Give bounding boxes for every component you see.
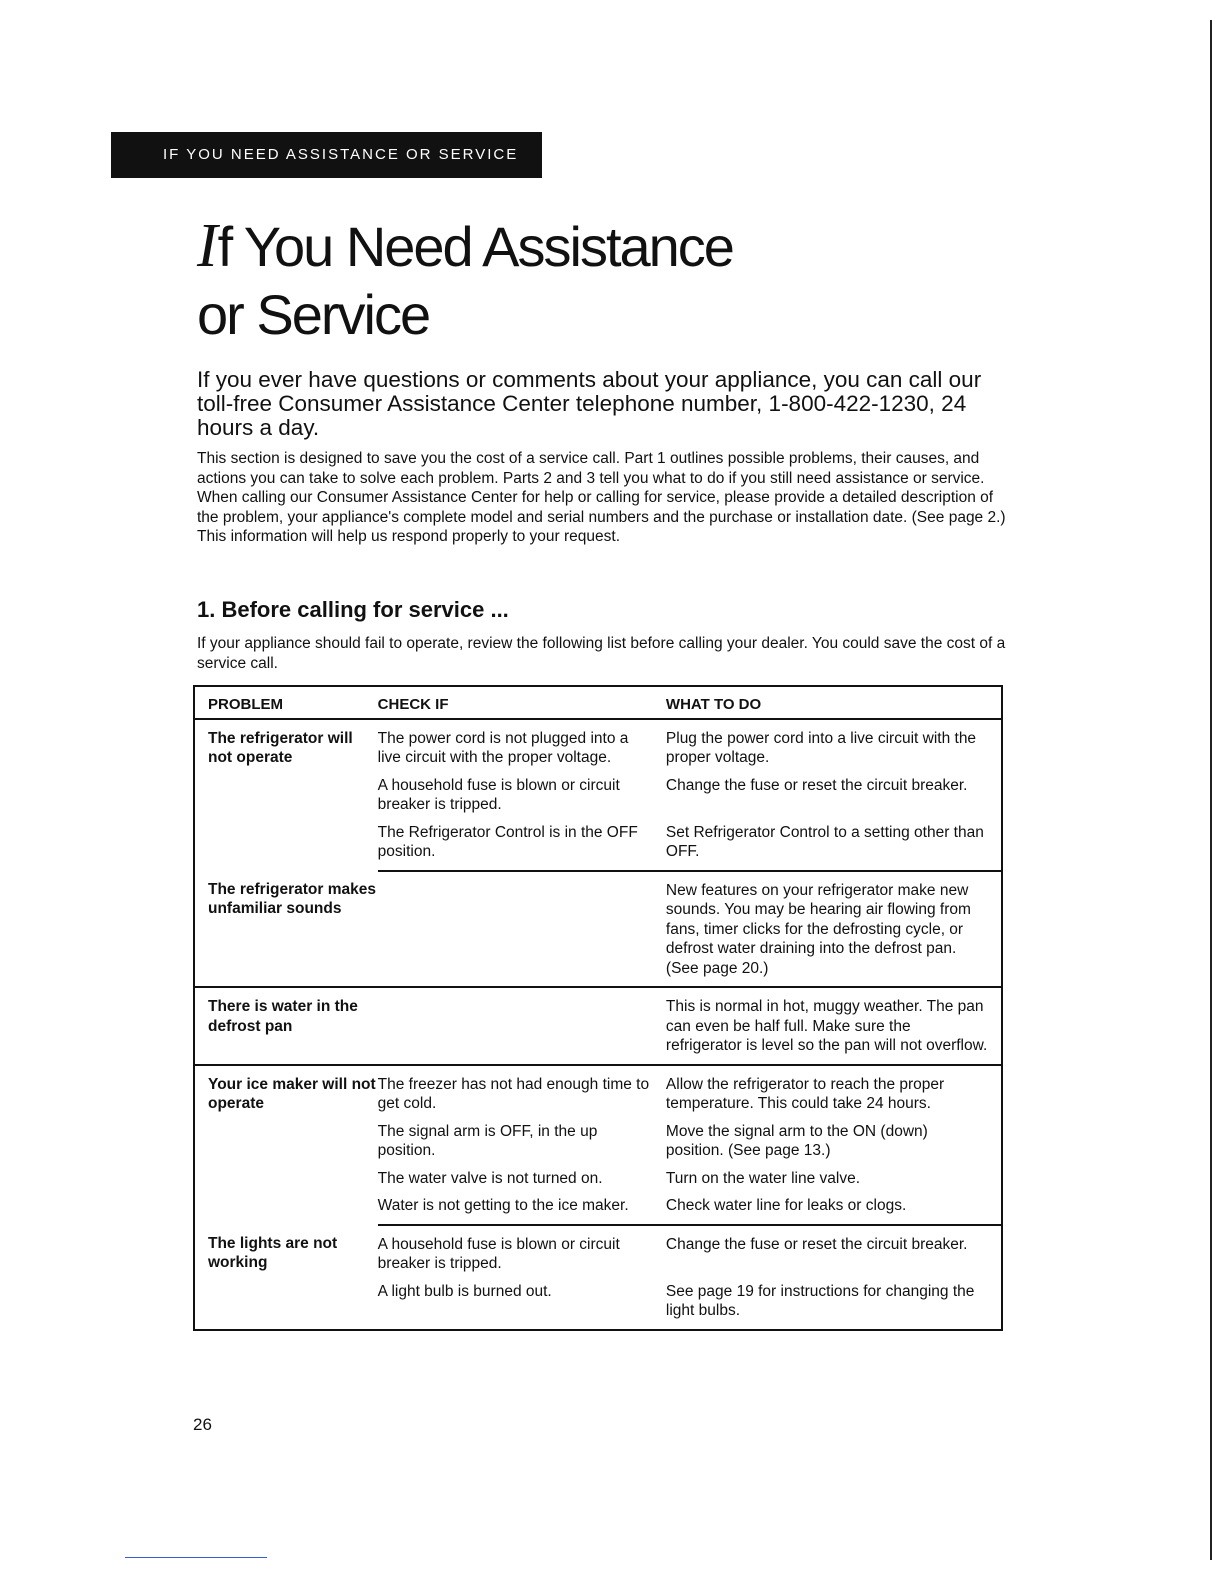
check-cell: The power cord is not plugged into a live circuit with the proper voltage.: [377, 729, 629, 766]
todo-cell: Change the fuse or reset the circuit breaker.: [665, 776, 968, 794]
page-number: 26: [193, 1415, 212, 1434]
header-what-to-do: WHAT TO DO: [666, 686, 1002, 719]
todo-cell: Plug the power cord into a live circuit with the proper voltage.: [665, 729, 977, 766]
todo-cell: This is normal in hot, muggy weather. The pan can even be half full. Make sure the refrigerator is level so the pan will not overflow.: [666, 987, 1002, 1065]
title-line-1: f You Need Assistance: [217, 215, 733, 278]
todo-cell: Allow the refrigerator to reach the proper temperature. This could take 24 hours.: [665, 1075, 945, 1112]
check-cell: The signal arm is OFF, in the up position.: [377, 1122, 598, 1159]
table-row: [194, 871, 1002, 988]
section-heading: 1. Before calling for service ...: [197, 597, 509, 622]
section-intro: If your appliance should fail to operate, review the following list before calling your dealer. You could save the cost of a service call.: [197, 635, 1006, 672]
todo-cell: See page 19 for instructions for changing the light bulbs.: [665, 1282, 975, 1319]
problem-cell: The refrigerator makes unfamiliar sounds: [194, 871, 378, 988]
todo-cell: Change the fuse or reset the circuit breaker.: [665, 1235, 968, 1253]
todo-cell: Turn on the water line valve.: [665, 1169, 861, 1187]
troubleshooting-table: [193, 685, 1003, 1331]
header-check-if: CHECK IF: [378, 686, 666, 719]
page-title: [197, 212, 733, 349]
check-cell: The freezer has not had enough time to get cold.: [377, 1075, 650, 1112]
check-cell: The water valve is not turned on.: [377, 1169, 603, 1187]
check-cell: [378, 871, 666, 988]
intro-paragraph: This section is designed to save you the cost of a service call. Part 1 outlines possible problems, their causes, and actions you can take to solve each problem. Parts 2 and 3 tell you what to do if you still need assistance or service. When calling our Consumer Assistance Center for help or calling for service, please provide a detailed description of the problem, your appliance's complete model and serial numbers and the purchase or installation date. (See page 2.) This information will help us respond properly to your request.: [197, 450, 1006, 545]
bottom-rule: [125, 1557, 267, 1558]
table-row: [194, 987, 1002, 1065]
problem-cell: There is water in the defrost pan: [194, 987, 378, 1065]
check-cell: The Refrigerator Control is in the OFF position.: [378, 823, 666, 871]
check-cell: A household fuse is blown or circuit breaker is tripped.: [377, 1235, 620, 1272]
table-header-row: [194, 686, 1002, 719]
todo-cell: Check water line for leaks or clogs.: [666, 1196, 1002, 1225]
title-line-2: or Service: [197, 283, 430, 346]
page-edge-rule: [1210, 20, 1212, 1560]
lead-paragraph: If you ever have questions or comments about your appliance, you can call our toll-free Consumer Assistance Center telephone number, 1-800-422-1230, 24 hours a day.: [197, 367, 982, 440]
table-row: [194, 1065, 1002, 1122]
table-row: [194, 1225, 1002, 1282]
section-banner: IF YOU NEED ASSISTANCE OR SERVICE: [111, 132, 541, 178]
todo-cell: Set Refrigerator Control to a setting other than OFF.: [666, 823, 1002, 871]
problem-cell: The lights are not working: [208, 1234, 338, 1271]
check-cell: A light bulb is burned out.: [377, 1282, 552, 1300]
title-initial: I: [197, 212, 218, 280]
todo-cell: New features on your refrigerator make new sounds. You may be hearing air flowing from fans, timer clicks for the defrosting cycle, or defrost water draining into the defrost pan. (See page 20.): [666, 871, 1002, 988]
table-row: [194, 719, 1002, 776]
problem-cell: Your ice maker will not operate: [208, 1075, 376, 1112]
todo-cell: Move the signal arm to the ON (down) position. (See page 13.): [665, 1122, 928, 1159]
check-cell: [378, 987, 666, 1065]
problem-cell: The refrigerator will not operate: [208, 729, 353, 766]
banner-notch: [536, 132, 542, 178]
check-cell: Water is not getting to the ice maker.: [378, 1196, 666, 1225]
header-problem: PROBLEM: [194, 686, 378, 719]
check-cell: A household fuse is blown or circuit breaker is tripped.: [377, 776, 620, 813]
